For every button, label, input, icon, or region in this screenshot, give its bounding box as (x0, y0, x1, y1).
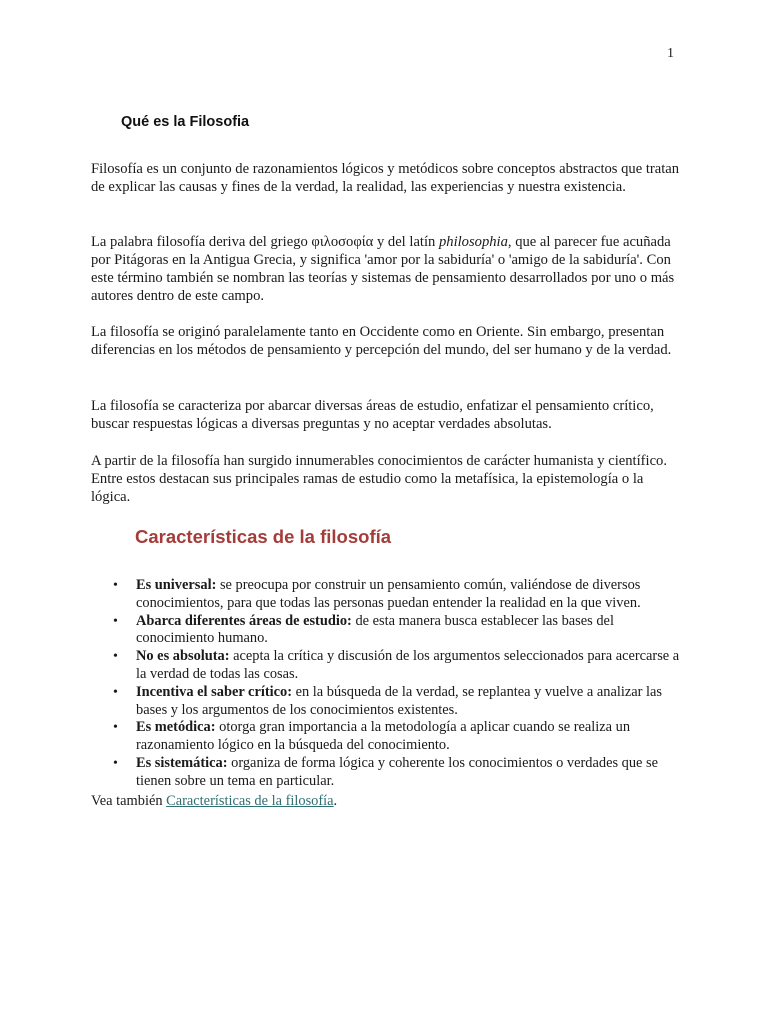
paragraph-etymology (91, 233, 681, 305)
see-also-prefix: Vea también (91, 793, 167, 809)
etymology-text-end: , que al parecer fue acuñada por Pitágoras en la Antigua Grecia, y significa 'amor por la sabiduría' o 'amigo de la sabiduría'. Con este término también se nombran las teorías y sistemas de pensamiento desarrollados por uno o más autores dentro de este campo. (91, 234, 675, 304)
characteristic-term: No es absoluta: (136, 648, 230, 665)
characteristic-term: Es universal: (136, 577, 217, 593)
bullet-icon: • (113, 755, 118, 771)
document-title: Qué es la Filosofia (121, 114, 250, 130)
section-heading-characteristics: Características de la filosofía (135, 526, 392, 547)
list-item (91, 613, 681, 649)
bullet-icon: • (113, 578, 118, 593)
paragraph-branches: A partir de la filosofía han surgido innumerables conocimientos de carácter humanista y científico. Entre estos destacan sus principales ramas de estudio como la metafísica, la epistemología o la lógica. (91, 453, 667, 505)
characteristic-text: en la búsqueda de la verdad, se replantea y vuelve a analizar las bases y los argumentos de los conocimientos existentes. (136, 683, 662, 718)
bullet-icon: • (113, 684, 118, 700)
list-item (91, 719, 681, 755)
characteristic-term: Es sistemática: (136, 754, 228, 771)
etymology-text-start: La palabra filosofía deriva del griego φιλοσοφία y del latín (91, 234, 439, 250)
characteristic-text: acepta la crítica y discusión de los argumentos seleccionados para acercarse a la verdad de todas las cosas. (136, 648, 680, 682)
characteristic-term: Abarca diferentes áreas de estudio: (136, 612, 352, 629)
characteristics-list (91, 577, 681, 791)
paragraph-traits: La filosofía se caracteriza por abarcar diversas áreas de estudio, enfatizar el pensamiento crítico, buscar respuestas lógicas a diversas preguntas y no aceptar verdades absolutas. (91, 398, 654, 432)
list-item (91, 684, 681, 720)
list-item (91, 648, 681, 684)
paragraph-origin: La filosofía se originó paralelamente tanto en Occidente como en Oriente. Sin embargo, presentan diferencias en los métodos de pensamiento y percepción del mundo, del ser humano y de la verdad. (91, 324, 672, 358)
characteristics-link[interactable]: Características de la filosofía (166, 793, 334, 809)
list-item (91, 577, 681, 613)
paragraph-definition: Filosofía es un conjunto de razonamientos lógicos y metódicos sobre conceptos abstractos que tratan de explicar las causas y fines de la verdad, la realidad, las experiencias y nuestra existencia. (91, 161, 680, 195)
characteristic-text: se preocupa por construir un pensamiento común, valiéndose de diversos conocimientos, para que todas las personas puedan entender la realidad en la que viven. (136, 577, 641, 611)
characteristic-term: Incentiva el saber crítico: (136, 683, 292, 700)
characteristic-text: de esta manera busca establecer las bases del conocimiento humano. (136, 612, 614, 647)
see-also-line (91, 792, 337, 810)
latin-term: philosophia (438, 234, 508, 250)
bullet-icon: • (113, 649, 118, 665)
bullet-icon: • (113, 613, 118, 629)
characteristic-term: Es metódica: (136, 719, 216, 736)
see-also-suffix: . (333, 793, 338, 809)
bullet-icon: • (113, 720, 118, 736)
list-item (91, 755, 681, 791)
characteristic-text: organiza de forma lógica y coherente los conocimientos o verdades que se tienen sobre un tema en particular. (136, 754, 659, 789)
characteristic-text: otorga gran importancia a la metodología a aplicar cuando se realiza un razonamiento lógico en la búsqueda del conocimiento. (136, 719, 631, 754)
page-number: 1 (667, 46, 674, 61)
